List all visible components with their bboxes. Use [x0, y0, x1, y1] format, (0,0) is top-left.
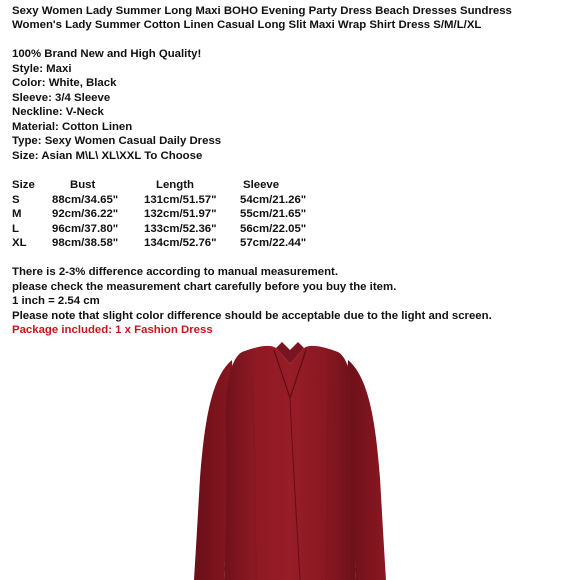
size-header: Size	[12, 179, 35, 191]
table-cell-size: M	[12, 208, 22, 220]
quality-text: 100% Brand New and High Quality!	[12, 48, 202, 60]
title-line-2: Women's Lady Summer Cotton Linen Casual Long Slit Maxi Wrap Shirt Dress S/M/L/XL	[12, 19, 482, 31]
inch-note: 1 inch = 2.54 cm	[12, 295, 100, 307]
style-text: Style: Maxi	[12, 63, 72, 75]
table-cell-bust: 92cm/36.22"	[52, 208, 119, 220]
color-note: Please note that slight color difference should be acceptable due to the light and screen.	[12, 310, 492, 322]
title-line-1: Sexy Women Lady Summer Long Maxi BOHO Evening Party Dress Beach Dresses Sundress	[12, 5, 512, 17]
dress-body-shape	[224, 346, 356, 580]
table-cell-size: S	[12, 194, 20, 206]
table-cell-sleeve: 54cm/21.26"	[240, 194, 307, 206]
table-cell-bust: 88cm/34.65"	[52, 194, 119, 206]
table-cell-length: 134cm/52.76"	[144, 237, 217, 249]
length-header: Length	[156, 179, 194, 191]
table-cell-sleeve: 55cm/21.65"	[240, 208, 307, 220]
dress-photo	[170, 338, 410, 580]
size-text: Size: Asian M\L\ XL\XXL To Choose	[12, 150, 203, 162]
type-text: Type: Sexy Women Casual Daily Dress	[12, 135, 222, 147]
table-cell-sleeve: 57cm/22.44"	[240, 237, 307, 249]
difference-note: There is 2-3% difference according to manual measurement.	[12, 266, 339, 278]
sleeve-text: Sleeve: 3/4 Sleeve	[12, 92, 111, 104]
package-note: Package included: 1 x Fashion Dress	[12, 324, 213, 336]
color-text: Color: White, Black	[12, 77, 117, 89]
table-cell-sleeve: 56cm/22.05"	[240, 223, 307, 235]
table-cell-size: XL	[12, 237, 27, 249]
table-cell-length: 131cm/51.57"	[144, 194, 217, 206]
table-cell-length: 133cm/52.36"	[144, 223, 217, 235]
check-chart-note: please check the measurement chart carefully before you buy the item.	[12, 281, 397, 293]
neckline-text: Neckline: V-Neck	[12, 106, 104, 118]
table-cell-length: 132cm/51.97"	[144, 208, 217, 220]
table-cell-size: L	[12, 223, 19, 235]
material-text: Material: Cotton Linen	[12, 121, 133, 133]
table-cell-bust: 96cm/37.80"	[52, 223, 119, 235]
sleeve-header: Sleeve	[243, 179, 280, 191]
table-cell-bust: 98cm/38.58"	[52, 237, 119, 249]
bust-header: Bust	[70, 179, 96, 191]
